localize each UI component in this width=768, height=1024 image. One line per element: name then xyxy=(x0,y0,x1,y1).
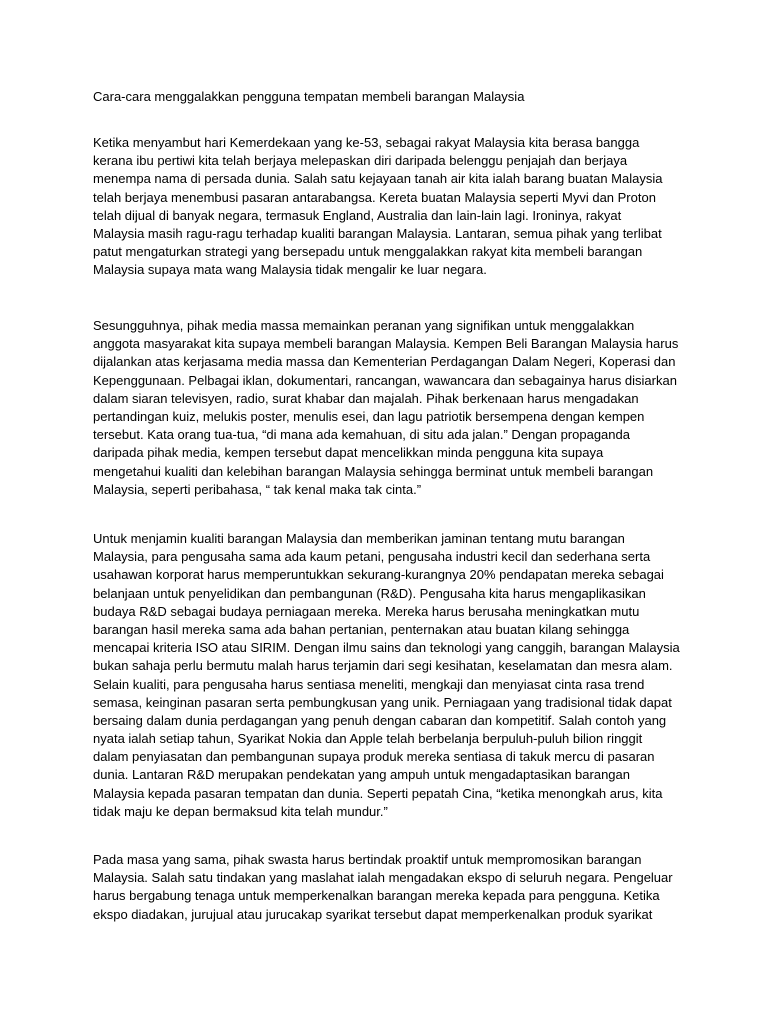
paragraph-line: daripada pihak media, kempen tersebut dapat mencelikkan minda pengguna kita supaya xyxy=(93,445,604,461)
paragraph-line: Ketika menyambut hari Kemerdekaan yang ke-53, sebagai rakyat Malaysia kita berasa bangga xyxy=(93,135,640,150)
paragraph-line: mengetahui kualiti dan kelebihan barangan Malaysia sehingga berminat untuk membeli barangan xyxy=(93,463,654,479)
paragraph-line: kerana ibu pertiwi kita telah berjaya melepaskan diri daripada belenggu penjajah dan berjaya xyxy=(93,153,628,169)
paragraph-line: tidak maju ke depan bermaksud kita telah mundur.” xyxy=(93,803,388,819)
paragraph-line: Malaysia supaya mata wang Malaysia tidak mengalir ke luar negara. xyxy=(93,262,487,278)
paragraph-line: telah berjaya menembusi pasaran antarabangsa. Kereta buatan Malaysia seperti Myvi dan Proton xyxy=(93,189,656,205)
paragraph-line: Kepenggunaan. Pelbagai iklan, dokumentari, rancangan, wawancara dan sebagainya harus disiarkan xyxy=(93,372,677,388)
paragraph-4 xyxy=(93,851,693,924)
paragraph-line: usahawan korporat harus memperuntukkan sekurang-kurangnya 20% pendapatan mereka sebagai xyxy=(93,567,664,583)
paragraph-line: ekspo diadakan, jurujual atau jurucakap syarikat tersebut dapat memperkenalkan produk syarikat xyxy=(93,906,653,922)
paragraph-line: nyata ialah setiap tahun, Syarikat Nokia dan Apple telah berbelanja berpuluh-puluh bilion ringgit xyxy=(93,731,643,747)
paragraph-line: dalam siaran televisyen, radio, surat khabar dan majalah. Pihak berkenaan harus mengadakan xyxy=(93,390,639,406)
paragraph-line: dijalankan atas kerjasama media massa dan Kementerian Perdagangan Dalam Negeri, Koperasi dan xyxy=(93,354,676,370)
paragraph-line: patut mengaturkan strategi yang bersepadu untuk menggalakkan rakyat kita membeli barangan xyxy=(93,244,643,260)
paragraph-line: anggota masyarakat kita supaya membeli barangan Malaysia. Kempen Beli Barangan Malaysia harus xyxy=(93,336,679,352)
paragraph-line: bukan sahaja perlu bermutu malah harus terjamin dari segi kesihatan, keselamatan dan mesra alam. xyxy=(93,658,673,674)
paragraph-line: Malaysia. Salah satu tindakan yang maslahat ialah mengadakan ekspo di seluruh negara. Pengeluar xyxy=(93,870,673,886)
paragraph-line: Pada masa yang sama, pihak swasta harus bertindak proaktif untuk mempromosikan barangan xyxy=(93,852,642,867)
paragraph-line: belanjaan untuk penyelidikan dan pembangunan (R&D). Pengusaha kita harus mengaplikasikan xyxy=(93,585,646,601)
document-title: Cara-cara menggalakkan pengguna tempatan membeli barangan Malaysia xyxy=(93,89,525,104)
paragraph-line: dunia. Lantaran R&D merupakan pendekatan yang ampuh untuk mengadaptasikan barangan xyxy=(93,767,630,783)
paragraph-line: Malaysia, para pengusaha sama ada kaum petani, pengusaha industri kecil dan sederhana serta xyxy=(93,549,651,565)
paragraph-line: bersaing dalam dunia perdagangan yang penuh dengan cabaran dan kompetitif. Salah contoh yang xyxy=(93,712,667,728)
paragraph-line: barangan hasil mereka sama ada bahan pertanian, penternakan atau buatan kilang sehingga xyxy=(93,621,630,637)
paragraph-line: menempa nama di persada dunia. Salah satu kejayaan tanah air kita ialah barang buatan Malaysia xyxy=(93,171,663,187)
paragraph-line: Malaysia, seperti peribahasa, “ tak kenal maka tak cinta.” xyxy=(93,481,422,497)
paragraph-line: Sesungguhnya, pihak media massa memainkan peranan yang signifikan untuk menggalakkan xyxy=(93,318,635,333)
paragraph-line: telah dijual di banyak negara, termasuk England, Australia dan lain-lain lagi. Ironinya, rakyat xyxy=(93,207,622,223)
paragraph-1 xyxy=(93,134,693,280)
paragraph-line: mencapai kriteria ISO atau SIRIM. Dengan ilmu sains dan teknologi yang canggih, barangan Malaysia xyxy=(93,640,680,656)
paragraph-line: Selain kualiti, para pengusaha harus sentiasa meneliti, mengkaji dan menyiasat cinta rasa trend xyxy=(93,676,645,692)
paragraph-2 xyxy=(93,317,693,499)
paragraph-line: budaya R&D sebagai budaya perniagaan mereka. Mereka harus berusaha meningkatkan mutu xyxy=(93,603,640,619)
paragraph-line: semasa, keinginan pasaran serta pembungkusan yang unik. Perniagaan yang tradisional tidak dapat xyxy=(93,694,672,710)
paragraph-line: tersebut. Kata orang tua-tua, “di mana ada kemahuan, di situ ada jalan.” Dengan propaganda xyxy=(93,427,630,443)
paragraph-line: Malaysia kepada pasaran tempatan dan dunia. Seperti pepatah Cina, “ketika menongkah arus, kita xyxy=(93,785,663,801)
paragraph-line: harus bergabung tenaga untuk memperkenalkan barangan mereka kepada para pengguna. Ketika xyxy=(93,888,660,904)
paragraph-line: Malaysia masih ragu-ragu terhadap kualiti barangan Malaysia. Lantaran, semua pihak yang terlibat xyxy=(93,225,662,241)
paragraph-line: Untuk menjamin kualiti barangan Malaysia dan memberikan jaminan tentang mutu barangan xyxy=(93,531,625,546)
paragraph-line: pertandingan kuiz, melukis poster, menulis esei, dan lagu patriotik bersempena dengan kempen xyxy=(93,408,645,424)
paragraph-3 xyxy=(93,530,693,821)
paragraph-line: dalam penyiasatan dan pembangunan supaya produk mereka sentiasa di takuk mercu di pasaran xyxy=(93,749,655,765)
